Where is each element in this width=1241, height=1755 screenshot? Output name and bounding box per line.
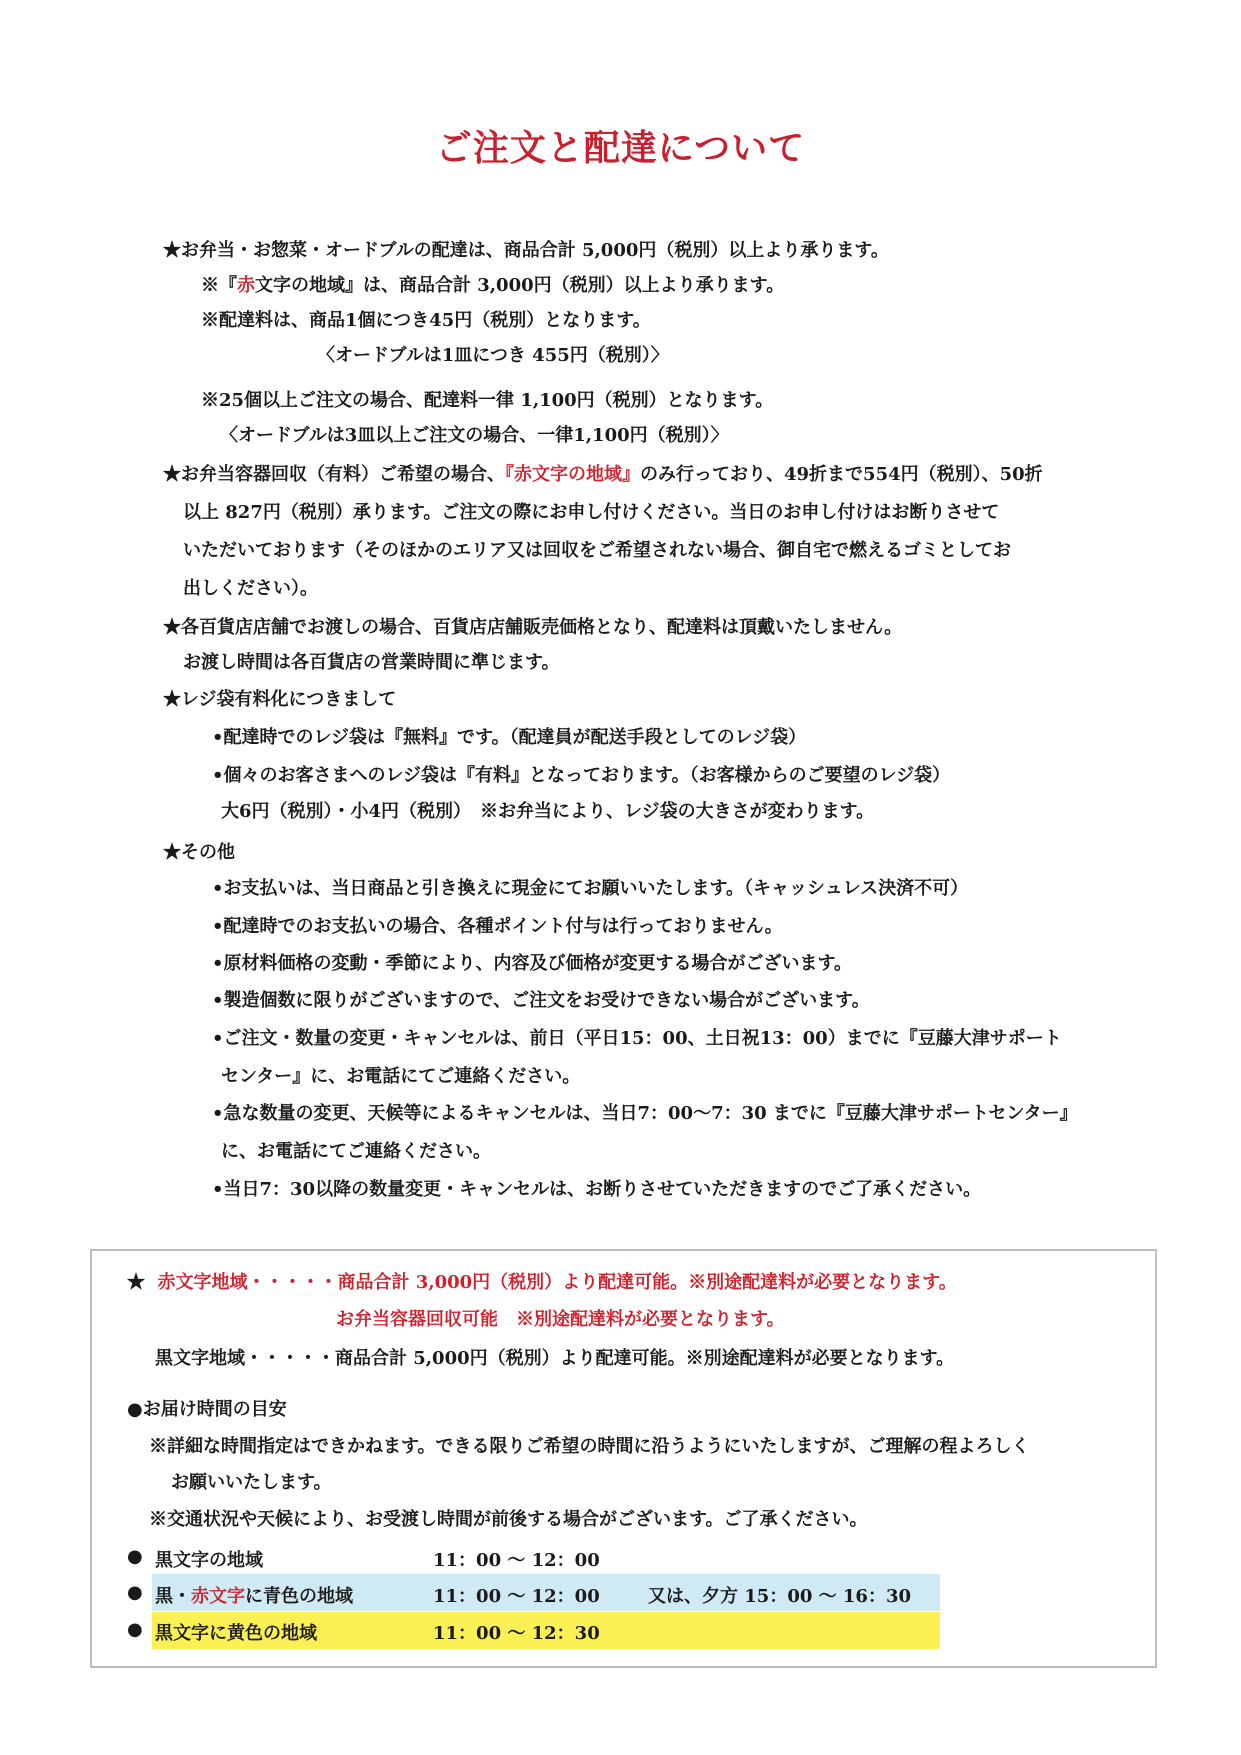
text-line: •配達時でのお支払いの場合、各種ポイント付与は行っておりません。	[212, 916, 783, 937]
text-line: 大6円（税別）・小4円（税別） ※お弁当により、レジ袋の大きさが変わります。	[221, 801, 875, 822]
box-note: ※詳細な時間指定はできかねます。できる限りご希望の時間に沿うようにいたしますが、ご理解の程よろしく	[149, 1436, 1030, 1457]
schedule-time: 11：00 〜 12：30	[433, 1623, 600, 1644]
text-line: •急な数量の変更、天候等によるキャンセルは、当日7：00〜7：30 までに『豆藤大津サポートセンター』	[212, 1103, 1078, 1124]
text-line: に、お電話にてご連絡ください。	[221, 1141, 491, 1162]
text-line: •個々のお客さまへのレジ袋は『有料』となっております。（お客様からのご要望のレジ袋）	[212, 765, 951, 786]
text-line: センター』に、お電話にてご連絡ください。	[221, 1066, 581, 1087]
schedule-row	[127, 1582, 911, 1607]
page-title: ご注文と配達について	[435, 128, 806, 169]
box-red-area-2: お弁当容器回収可能 ※別途配達料が必要となります。	[336, 1309, 785, 1330]
box-note: お願いいたします。	[171, 1472, 332, 1493]
text-line: ★各百貨店店舗でお渡しの場合、百貨店店舗販売価格となり、配達料は頂戴いたしません。	[163, 617, 903, 638]
text-line: 以上 827円（税別）承ります。ご注文の際にお申し付けください。当日のお申し付けはお断りさせて	[183, 502, 1000, 523]
schedule-extra: 又は、夕方 15：00 〜 16：30	[648, 1586, 911, 1607]
text-line: •お支払いは、当日商品と引き換えに現金にてお願いいたします。（キャッシュレス決済不可）	[212, 878, 969, 899]
text-line: •原材料価格の変動・季節により、内容及び価格が変更する場合がございます。	[212, 953, 853, 974]
text-line: ★その他	[163, 842, 235, 863]
bullet-icon: ●	[127, 1582, 143, 1603]
text-line: 〈オードブルは1皿につき 455円（税別）〉	[317, 345, 669, 366]
text-line: •当日7：30以降の数量変更・キャンセルは、お断りさせていただきますのでご了承ください。	[212, 1179, 982, 1200]
schedule-time: 11：00 〜 12：00	[433, 1586, 600, 1607]
text-line: いただいております（そのほかのエリア又は回収をご希望されない場合、御自宅で燃えるゴミとしてお	[183, 540, 1011, 561]
schedule-label: 黒・赤文字に青色の地域	[155, 1586, 353, 1607]
schedule-row	[127, 1546, 600, 1571]
text-line: •ご注文・数量の変更・キャンセルは、前日（平日15：00、土日祝13：00）までに『豆藤大津サポート	[212, 1028, 1062, 1049]
schedule-label: 黒文字に黄色の地域	[155, 1623, 317, 1644]
box-black-area: 黒文字地域・・・・・商品合計 5,000円（税別）より配達可能。※別途配達料が必要となります。	[155, 1348, 955, 1369]
text-line: ★お弁当容器回収（有料）ご希望の場合、『赤文字の地域』のみ行っており、49折まで554円（税別）、50折	[163, 464, 1043, 485]
text-line: お渡し時間は各百貨店の営業時間に準じます。	[183, 652, 560, 673]
text-line: ※25個以上ご注文の場合、配達料一律 1,100円（税別）となります。	[201, 390, 774, 411]
text-line: ※『赤文字の地域』は、商品合計 3,000円（税別）以上より承ります。	[201, 275, 785, 296]
bullet-icon: ●	[127, 1619, 143, 1640]
text-line: 〈オードブルは3皿以上ご注文の場合、一律1,100円（税別）〉	[220, 425, 729, 446]
text-line: ★レジ袋有料化につきまして	[163, 689, 397, 710]
text-line: •製造個数に限りがございますので、ご注文をお受けできない場合がございます。	[212, 990, 870, 1011]
bullet-icon: ●	[127, 1546, 143, 1567]
text-line: 出しください）。	[183, 578, 318, 599]
delivery-heading: ●お届け時間の目安	[127, 1399, 287, 1420]
text-line: •配達時でのレジ袋は『無料』です。（配達員が配送手段としてのレジ袋）	[212, 727, 807, 748]
box-red-area: ★ 赤文字地域・・・・・商品合計 3,000円（税別）より配達可能。※別途配達料が必要となります。	[127, 1272, 957, 1293]
schedule-label: 黒文字の地域	[155, 1550, 263, 1571]
schedule-time: 11：00 〜 12：00	[433, 1550, 600, 1571]
text-line: ※配達料は、商品1個につき45円（税別）となります。	[201, 310, 651, 331]
text-line: ★お弁当・お惣菜・オードブルの配達は、商品合計 5,000円（税別）以上より承ります。	[163, 240, 889, 261]
schedule-row	[127, 1619, 600, 1644]
box-note: ※交通状況や天候により、お受渡し時間が前後する場合がございます。ご了承ください。	[149, 1509, 868, 1530]
